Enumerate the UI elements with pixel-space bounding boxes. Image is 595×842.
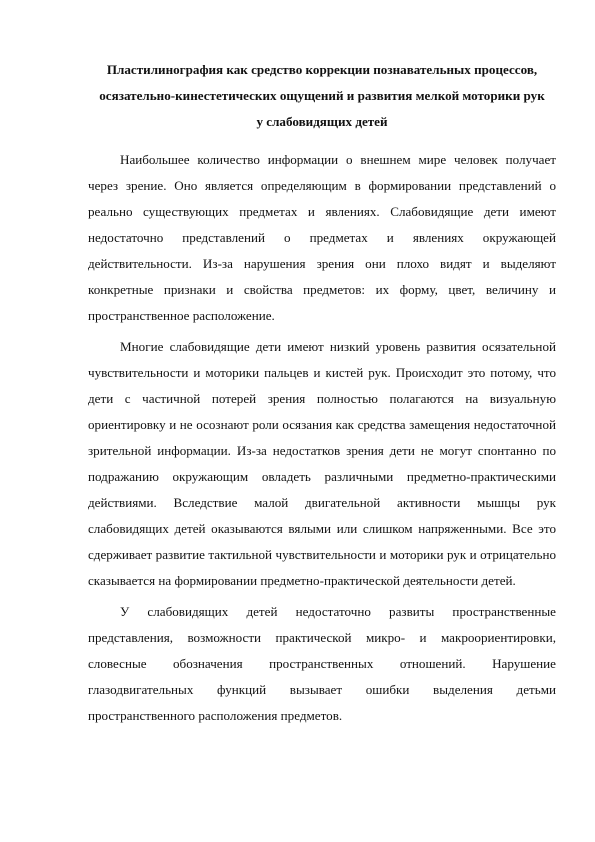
title-line-2: осязательно-кинестетических ощущений и развития мелкой моторики рук (99, 88, 545, 103)
document-body (88, 57, 556, 734)
title-line-1: Пластилинография как средство коррекции познавательных процессов, (106, 62, 538, 77)
title-line-3: у слабовидящих детей (256, 114, 388, 129)
paragraph-1: Наибольшее количество информации о внешнем мире человек получает через зрение. Оно является определяющим в формировании представлений о реально существующих предметах и явлениях. Слабовидящие дети имеют недостаточно представлений о предметах и явлениях окружающей действительности. Из-за нарушения зрения они плохо видят и выделяют конкретные признаки и свойства предметов: их форму, цвет, величину и пространственное расположение. (88, 152, 556, 323)
document-title (88, 57, 556, 135)
paragraph-2: Многие слабовидящие дети имеют низкий уровень развития осязательной чувствительности и моторики пальцев и кистей рук. Происходит это потому, что дети с частичной потерей зрения полностью полагаются на визуальную ориентировку и не осознают роли осязания как средства замещения недостаточной зрительной информации. Из-за недостатков зрения дети не могут спонтанно по подражанию окружающим овладеть различными предметно-практическими действиями. Вследствие малой двигательной активности мышцы рук слабовидящих детей оказываются вялыми или слишком напряженными. Все это сдерживает развитие тактильной чувствительности и моторики рук и отрицательно сказывается на формировании предметно-практической деятельности детей. (88, 339, 556, 588)
paragraph-3: У слабовидящих детей недостаточно развиты пространственные представления, возможности практической микро- и макроориентировки, словесные обозначения пространственных отношений. Нарушение глазодвигательных функций вызывает ошибки выделения детьми пространственного расположения предметов. (88, 604, 556, 723)
